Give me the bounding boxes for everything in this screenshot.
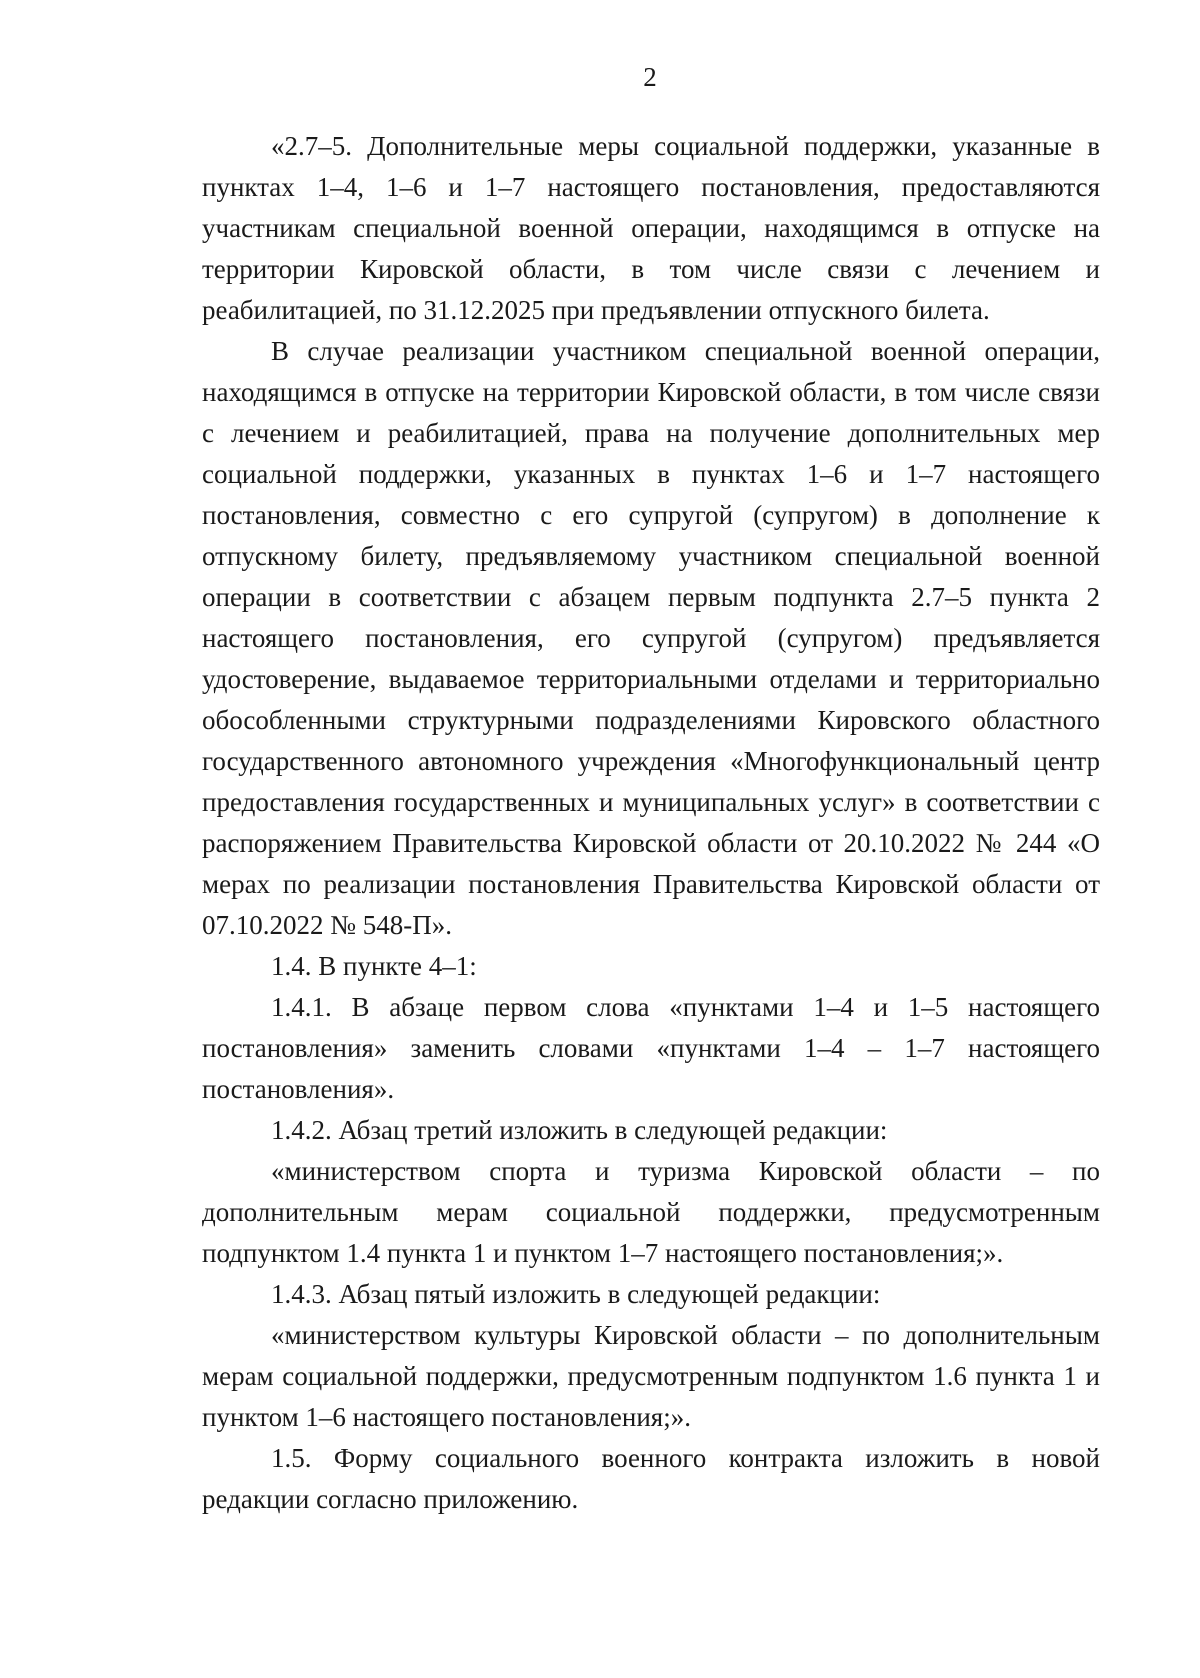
paragraph-1-5: 1.5. Форму социального военного контракта изложить в новой редакции согласно приложению. bbox=[202, 1443, 1100, 1514]
paragraph-1-4-3: 1.4.3. Абзац пятый изложить в следующей редакции: bbox=[271, 1279, 881, 1309]
paragraph-culture-ministry: «министерством культуры Кировской области – по дополнительным мерам социальной поддержки, предусмотренным подпунктом 1.6 пункта 1 и пунктом 1–6 настоящего постановления;». bbox=[202, 1320, 1100, 1432]
paragraph-1-4-1: 1.4.1. В абзаце первом слова «пунктами 1–4 и 1–5 настоящего постановления» заменить словами «пунктами 1–4 – 1–7 настоящего постановления». bbox=[202, 992, 1100, 1104]
paragraph-spouse-certificate: В случае реализации участником специальной военной операции, находящимся в отпуске на территории Кировской области, в том числе связи с лечением и реабилитацией, права на получение дополнительных мер социальной поддержки, указанных в пунктах 1–6 и 1–7 настоящего постановления, совместно с его супругой (супругом) в дополнение к отпускному билету, предъявляемому участником специальной военной операции в соответствии с абзацем первым подпункта 2.7–5 пункта 2 настоящего постановления, его супругой (супругом) предъявляется удостоверение, выдаваемое территориальными отделами и территориально обособленными структурными подразделениями Кировского областного государственного автономного учреждения «Многофункциональный центр предоставления государственных и муниципальных услуг» в соответствии с распоряжением Правительства Кировской области от 20.10.2022 № 244 «О мерах по реализации постановления Правительства Кировской области от 07.10.2022 № 548-П». bbox=[202, 336, 1100, 940]
page-number: 2 bbox=[643, 62, 657, 92]
paragraph-1-4-2: 1.4.2. Абзац третий изложить в следующей редакции: bbox=[271, 1115, 888, 1145]
paragraph-1-4: 1.4. В пункте 4–1: bbox=[271, 951, 477, 981]
paragraph-sport-ministry: «министерством спорта и туризма Кировской области – по дополнительным мерам социальной поддержки, предусмотренным подпунктом 1.4 пункта 1 и пунктом 1–7 настоящего постановления;». bbox=[202, 1156, 1100, 1268]
document-body bbox=[202, 126, 1100, 1520]
paragraph-2-7-5: «2.7–5. Дополнительные меры социальной поддержки, указанные в пунктах 1–4, 1–6 и 1–7 настоящего постановления, предоставляются участникам специальной военной операции, находящимся в отпуске на территории Кировской области, в том числе связи с лечением и реабилитацией, по 31.12.2025 при предъявлении отпускного билета. bbox=[202, 131, 1100, 325]
